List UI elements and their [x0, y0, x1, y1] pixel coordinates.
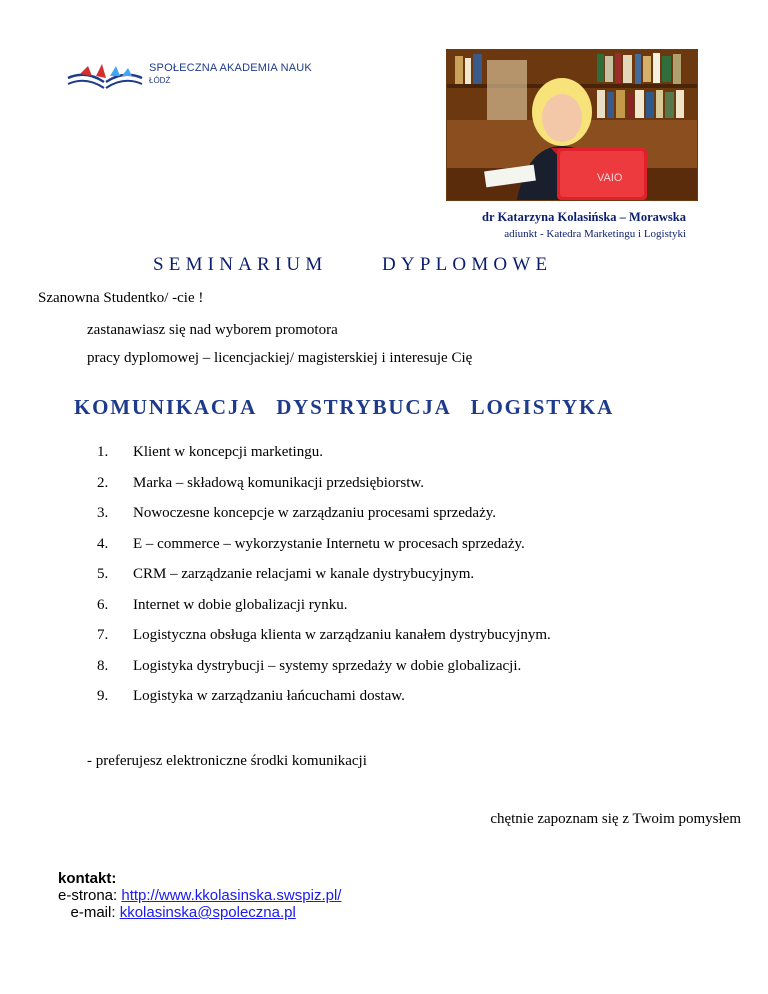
list-item [0, 505, 768, 536]
svg-text:VAIO: VAIO [597, 172, 623, 184]
greeting: Szanowna Studentko/ -cie ! [38, 290, 204, 306]
item-number: 2. [97, 474, 109, 491]
author-role: adiunkt - Katedra Marketingu i Logistyki [504, 228, 686, 240]
item-number: 4. [97, 535, 109, 552]
item-text: CRM – zarządzanie relacjami w kanale dystrybucyjnym. [133, 566, 475, 582]
university-logo [66, 58, 312, 98]
heading-seminarium: SEMINARIUM [153, 254, 328, 275]
item-number: 5. [97, 566, 109, 582]
email-label: e-mail: [58, 904, 120, 921]
list-item [0, 597, 768, 628]
item-text: Logistyka w zarządzaniu łańcuchami dostaw. [133, 688, 405, 704]
list-item [0, 536, 768, 567]
topic-heading [74, 395, 626, 420]
list-item [0, 688, 768, 719]
preference-note: - preferujesz elektroniczne środki komunikacji [87, 753, 367, 769]
item-text: Logistyka dystrybucji – systemy sprzedaży w dobie globalizacji. [133, 657, 522, 674]
topic-list [0, 444, 768, 719]
email-link[interactable]: kkolasinska@spoleczna.pl [119, 904, 296, 921]
list-item [0, 444, 768, 475]
closing-line: chętnie zapoznam się z Twoim pomysłem [490, 811, 741, 827]
author-name: dr Katarzyna Kolasińska – Morawska [482, 210, 686, 224]
item-number: 6. [97, 596, 109, 613]
intro-line-2: pracy dyplomowej – licencjackiej/ magisterskiej i interesuje Cię [87, 350, 473, 366]
contact-block [58, 870, 341, 921]
open-book-logo-icon [66, 64, 144, 92]
item-text: Logistyczna obsługa klienta w zarządzaniu kanałem dystrybucyjnym. [133, 627, 551, 643]
item-text: Internet w dobie globalizacji rynku. [133, 596, 348, 613]
item-number: 3. [97, 505, 109, 521]
topic-word: DYSTRYBUCJA [276, 395, 452, 419]
item-number: 1. [97, 444, 109, 460]
list-item [0, 658, 768, 689]
logo-city: ŁÓDŹ [149, 76, 171, 85]
item-text: E – commerce – wykorzystanie Internetu w procesach sprzedaży. [133, 535, 525, 552]
website-label: e-strona: [58, 887, 122, 904]
email-row [58, 904, 341, 921]
intro-line-1: zastanawiasz się nad wyborem promotora [87, 322, 338, 338]
topic-word: KOMUNIKACJA [74, 395, 258, 419]
item-number: 9. [97, 688, 109, 704]
list-item [0, 627, 768, 658]
heading-dyplomowe: DYPLOMOWE [382, 254, 553, 275]
website-row [58, 887, 341, 904]
topic-word: LOGISTYKA [470, 395, 615, 419]
author-photo [446, 49, 698, 201]
item-text: Klient w koncepcji marketingu. [133, 444, 323, 460]
list-item [0, 475, 768, 506]
item-text: Marka – składową komunikacji przedsiębiorstw. [133, 474, 425, 491]
logo-name: SPOŁECZNA AKADEMIA NAUK [149, 62, 312, 74]
list-item [0, 566, 768, 597]
contact-label: kontakt: [58, 870, 117, 887]
website-link[interactable]: http://www.kkolasinska.swspiz.pl/ [121, 887, 342, 904]
item-number: 8. [97, 657, 109, 674]
item-text: Nowoczesne koncepcje w zarządzaniu procesami sprzedaży. [133, 505, 497, 521]
item-number: 7. [97, 627, 109, 643]
